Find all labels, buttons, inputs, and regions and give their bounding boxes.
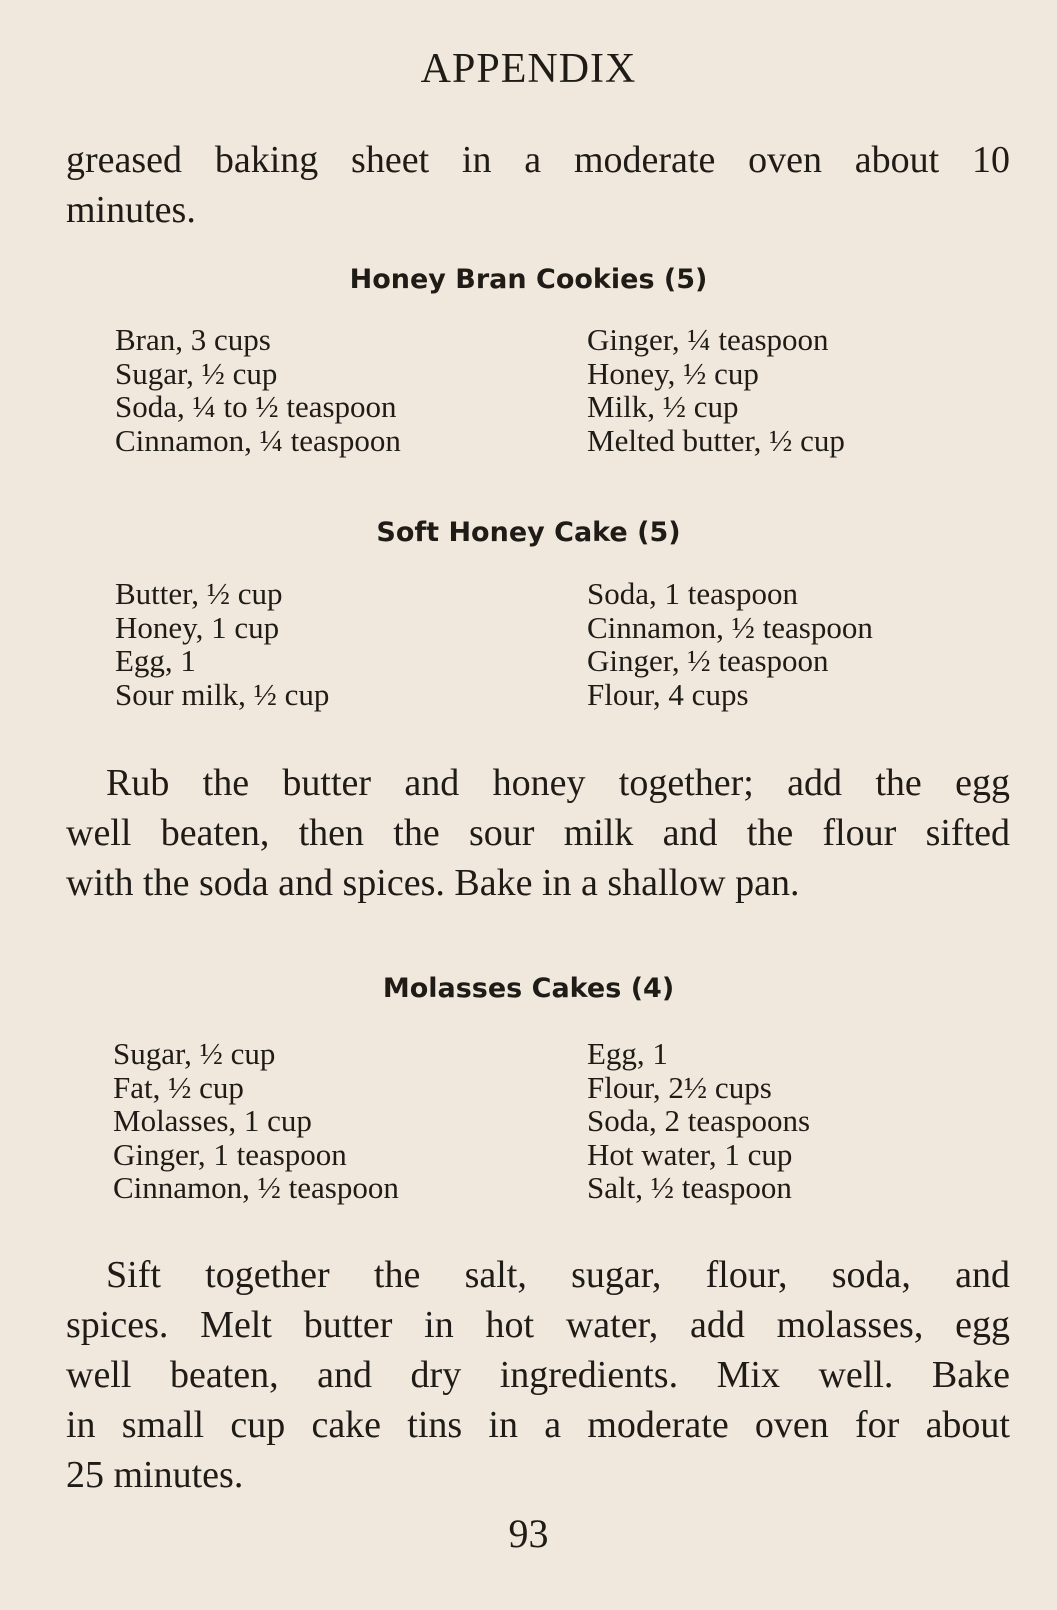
paragraph-line: well beaten, then the sour milk and the flour sifted (66, 812, 1010, 854)
ingredients-right-column (587, 323, 845, 457)
paragraph-line: well beaten, and dry ingredients. Mix well. Bake (66, 1354, 1010, 1396)
ingredients-right-column (587, 1037, 810, 1205)
recipe-title-honey-bran-cookies: Honey Bran Cookies (5) (349, 264, 708, 295)
ingredient-item: Cinnamon, ¼ teaspoon (115, 422, 401, 458)
ingredient-item: Cinnamon, ½ teaspoon (587, 609, 873, 645)
paragraph-line: Sift together the salt, sugar, flour, soda, and (106, 1254, 1010, 1296)
ingredients-left-column (115, 323, 401, 457)
ingredient-item: Soda, 2 teaspoons (587, 1103, 811, 1138)
ingredients-left-column (113, 1037, 399, 1205)
ingredient-item: Cinnamon, ½ teaspoon (113, 1170, 399, 1205)
running-head: APPENDIX (420, 46, 637, 92)
recipe-title-soft-honey-cake: Soft Honey Cake (5) (376, 517, 681, 548)
ingredient-item: Salt, ½ teaspoon (587, 1170, 792, 1205)
paragraph-line: in small cup cake tins in a moderate oven for about (66, 1404, 1010, 1446)
paragraph-line: minutes. (66, 189, 196, 231)
ingredient-item: Molasses, 1 cup (113, 1103, 312, 1138)
paragraph-line: with the soda and spices. Bake in a shallow pan. (66, 862, 800, 904)
paragraph-line: Rub the butter and honey together; add the egg (106, 762, 1010, 804)
ingredient-item: Flour, 4 cups (587, 676, 749, 712)
method-paragraph-soft-honey-cake (66, 758, 1010, 908)
ingredient-item: Ginger, 1 teaspoon (113, 1136, 347, 1172)
ingredient-item: Melted butter, ½ cup (587, 422, 845, 458)
method-paragraph-molasses-cakes (66, 1250, 1010, 1500)
ingredient-item: Flour, 2½ cups (587, 1069, 772, 1105)
ingredient-item: Hot water, 1 cup (587, 1136, 793, 1172)
ingredient-item: Egg, 1 (587, 1036, 668, 1071)
ingredient-item: Soda, ¼ to ½ teaspoon (115, 389, 397, 424)
ingredient-item: Sour milk, ½ cup (115, 676, 330, 712)
recipe-title-molasses-cakes: Molasses Cakes (4) (382, 973, 675, 1004)
ingredient-item: Egg, 1 (115, 643, 196, 678)
page-number: 93 (508, 1511, 549, 1556)
paragraph-line: spices. Melt butter in hot water, add molasses, egg (66, 1304, 1010, 1346)
paragraph-line: greased baking sheet in a moderate oven about 10 (66, 139, 1010, 181)
paragraph-line: 25 minutes. (66, 1454, 244, 1496)
ingredient-item: Bran, 3 cups (115, 322, 271, 357)
ingredient-item: Honey, 1 cup (115, 609, 280, 645)
ingredients-right-column (587, 577, 873, 711)
ingredient-item: Ginger, ½ teaspoon (587, 643, 829, 678)
ingredient-item: Milk, ½ cup (587, 389, 739, 424)
ingredients-left-column (115, 577, 329, 711)
ingredient-item: Fat, ½ cup (113, 1069, 244, 1105)
intro-paragraph (66, 135, 1010, 235)
ingredient-item: Sugar, ½ cup (115, 355, 278, 391)
ingredient-item: Soda, 1 teaspoon (587, 576, 798, 611)
ingredient-item: Butter, ½ cup (115, 576, 283, 611)
ingredient-item: Honey, ½ cup (587, 355, 759, 391)
ingredient-item: Sugar, ½ cup (113, 1036, 276, 1071)
ingredient-item: Ginger, ¼ teaspoon (587, 322, 829, 357)
